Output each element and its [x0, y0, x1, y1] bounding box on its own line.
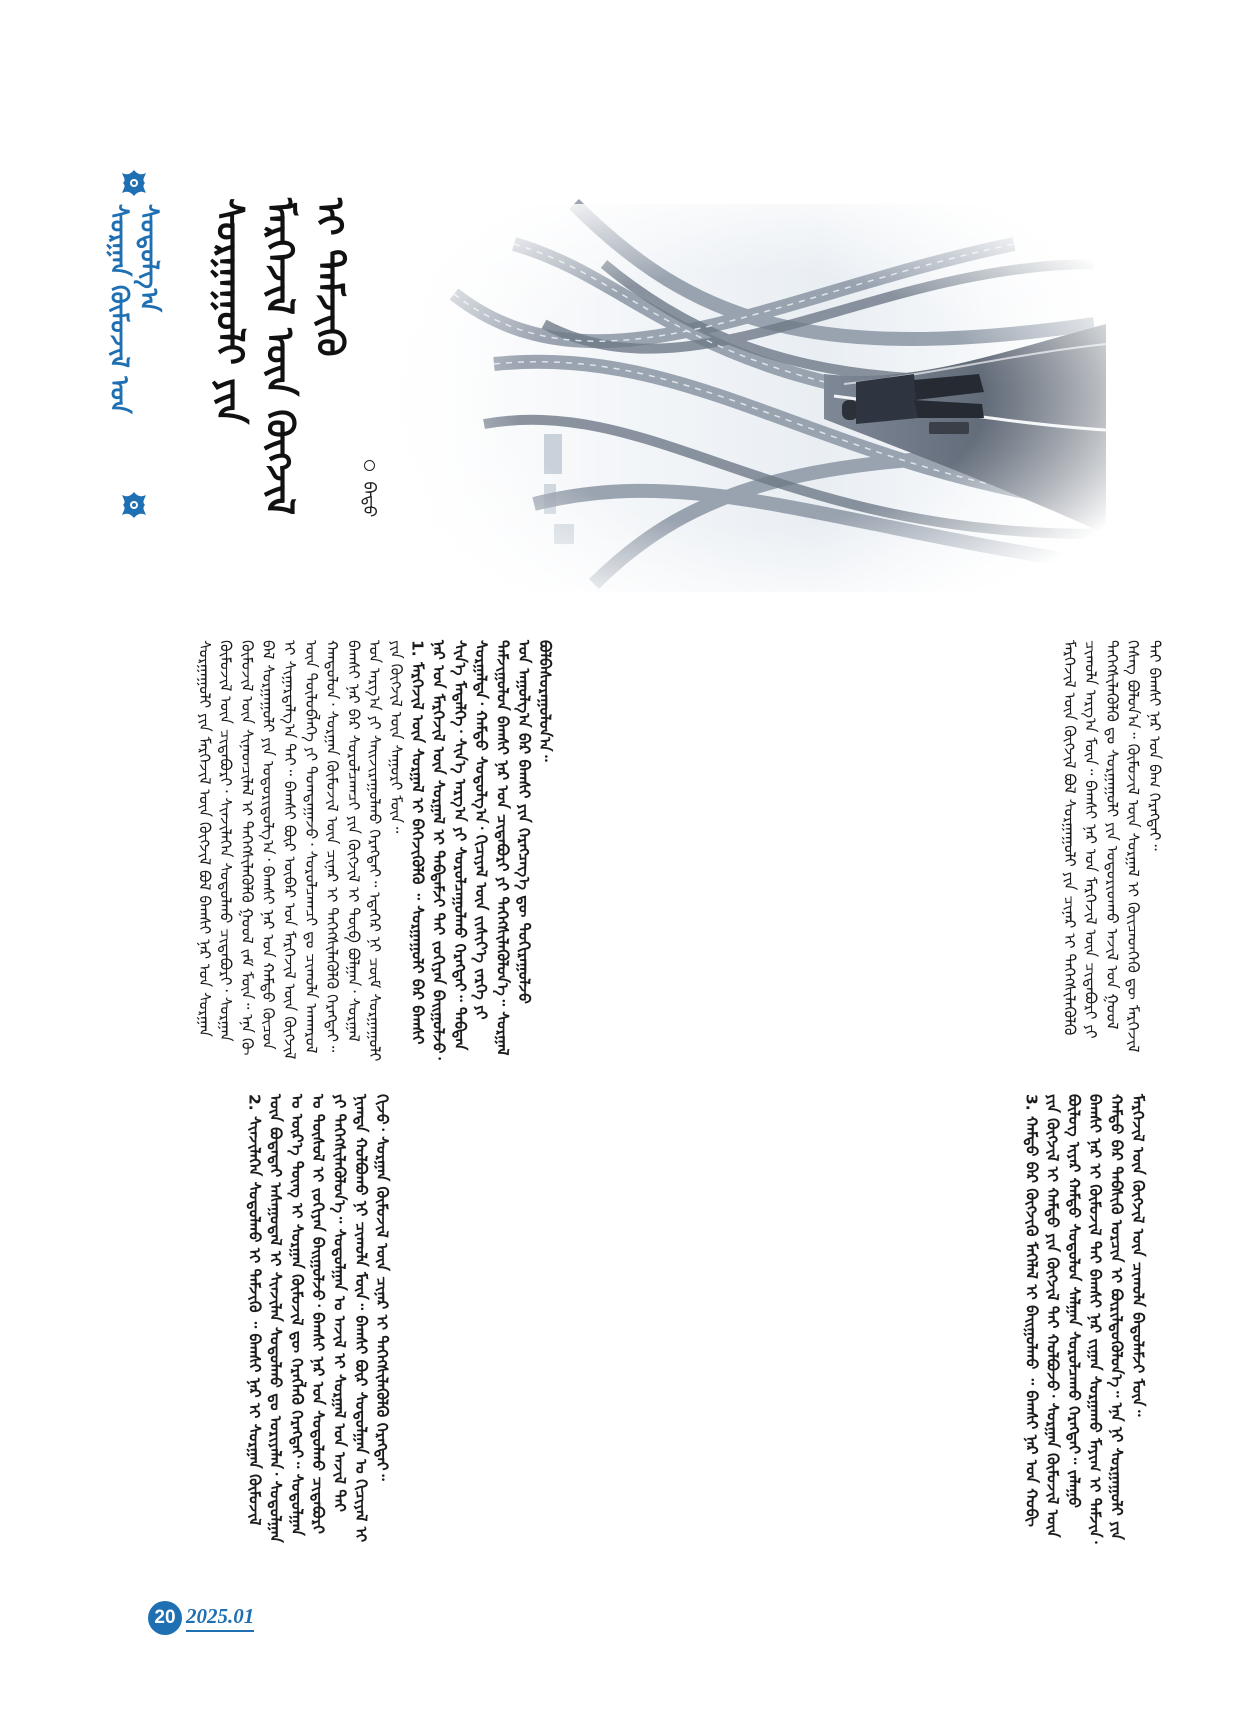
- article-title: ᠰᠤᠷᠭᠠᠭᠤᠯᠢ ᠶᠢᠨ ᠮᠡᠷᠭᠡᠵᠢᠯ ᠦᠨ ᠬᠦᠭᠵᠢᠯ ᠢ ᠳᠡᠮᠵᠢᠬᠦ: [208, 198, 352, 516]
- author-name: ᠪᠠᠲᠤ: [359, 481, 379, 518]
- section-heading-2: 2. ᠰᠢᠨᠵᠢᠯᠡᠭᠡᠨ ᠰᠤᠳᠤᠯᠬᠤ ᠢ ᠳᠡᠮᠵᠢᠬᠦ ᠃ ᠪᠠᠭᠰᠢ ᠨᠠᠷ ᠢ ᠰᠤᠷᠭᠠᠨ ᠬᠦᠮᠦᠵᠢᠯ ᠦᠨ ᠪᠣᠳᠠᠳᠠᠢ ᠠᠰᠠᠭᠤᠳᠠᠯ ᠢ ᠰᠢᠨᠵᠢᠯᠡᠨ ᠰᠤᠳᠤᠯᠬᠤ ᠳᠤ ᠤᠷᠢᠶᠠᠯᠠᠨ᠂ ᠰᠤᠳᠤᠯᠭᠠᠨ ᠤ ᠦᠷ᠎ᠡ ᠳᠦᠩ ᠢ ᠰᠤᠷᠭᠠᠨ ᠬᠦᠮᠦᠵᠢᠯ ᠳᠦ ᠬᠡᠷᠡᠭᠯᠡᠬᠦ ᠬᠡᠷᠡᠭᠲᠡᠢ᠃ ᠰᠤᠳᠤᠯᠭᠠᠨ ᠤ ᠲᠥᠰᠦᠯ ᠢ ᠵᠣᠬᠢᠶᠠᠨ ᠪᠠᠢᠭᠤᠯᠵᠤ᠂ ᠪᠠᠭᠰᠢ ᠨᠠᠷ ᠤᠨ ᠰᠤᠳᠤᠯᠬᠤ ᠴᠢᠳᠠᠪᠤᠷᠢ ᠶᠢ ᠳᠡᠭᠡᠭᠰᠢᠯᠡᠭᠦᠯᠦᠨ᠎ᠡ᠃ ᠰᠤᠳᠤᠯᠭᠠᠨ ᠤ ᠠᠵᠢᠯ ᠢ ᠰᠤᠷᠭᠠᠯ ᠤᠨ ᠠᠵᠢᠯ ᠲᠠᠢ ᠨᠢᠭᠲᠠ ᠬᠣᠯᠪᠣᠬᠤ ᠨᠢ ᠴᠢᠬᠤᠯᠠ ᠮᠥᠨ᠃ ᠪᠠᠭᠰᠢ ᠪᠦᠷ ᠰᠤᠳᠤᠯᠭᠠᠨ ᠤ ᠬᠢᠴᠢᠶᠡᠯ ᠢ ᠬᠢᠵᠦ᠂ ᠰᠤᠷᠭᠠᠨ ᠬᠦᠮᠦᠵᠢᠯ ᠦᠨ ᠴᠢᠨᠠᠷ ᠢ ᠳᠡᠭᠡᠭᠰᠢᠯᠡᠭᠦᠯᠬᠦ ᠬᠡᠷᠡᠭᠲᠡᠢ᠃: [245, 1094, 392, 1543]
- section-title: ᠰᠤᠷᠭᠠᠨ ᠬᠦᠮᠦᠵᠢᠯ ᠤᠨ ᠰᠤᠳᠤᠯᠭ᠎ᠠ: [105, 204, 164, 414]
- section-header: [105, 168, 164, 520]
- ornament-bottom-icon: [119, 490, 149, 520]
- issue-label: 2025.01: [186, 1604, 254, 1632]
- paragraph: ᠮᠡᠷᠭᠡᠵᠢᠯ ᠦᠨ ᠬᠦᠭᠵᠢᠯ ᠪᠣᠯ ᠰᠤᠷᠭᠠᠭᠤᠯᠢ ᠶᠢᠨ ᠴᠢᠨᠠᠷ ᠢ ᠳᠡᠭᠡᠭᠰᠢᠯᠡᠭᠦᠯᠬᠦ ᠴᠢᠬᠤᠯᠠ ᠠᠷᠭ᠎ᠠ ᠮᠥᠨ᠃ ᠪᠠᠭᠰᠢ ᠨᠠᠷ ᠤᠨ ᠮᠡᠷᠭᠡᠵᠢᠯ ᠦᠨ ᠴᠢᠳᠠᠪᠤᠷᠢ ᠶᠢ ᠳᠡᠭᠡᠭᠰᠢᠯᠡᠭᠦᠯᠬᠦ ᠳᠤ ᠰᠤᠷᠭᠠᠭᠤᠯᠢ ᠶᠢᠨ ᠤᠳᠤᠷᠢᠳᠬᠤ ᠠᠵᠢᠯ ᠤᠨ ᠭᠣᠣᠯ ᠬᠡᠰᠡᠭ ᠪᠣᠯᠤᠨ᠎ᠠ᠃ ᠬᠦᠮᠦᠵᠢᠯ ᠦᠨ ᠰᠤᠷᠭᠠᠯ ᠢ ᠭᠦᠢᠴᠡᠳᠬᠡᠬᠦ ᠳᠦ ᠮᠡᠷᠭᠡᠵᠢᠯ ᠲᠡᠢ ᠪᠠᠭᠰᠢ ᠨᠠᠷ ᠤᠨ ᠪᠠᠭ ᠬᠡᠷᠡᠭᠲᠡᠢ᠃: [1060, 640, 1164, 1053]
- section-heading-1: 1. ᠮᠡᠷᠭᠡᠵᠢᠯ ᠦᠨ ᠰᠤᠷᠭᠠᠯ ᠢ ᠪᠡᠬᠡᠵᠢᠭᠦᠯᠬᠦ ᠃ ᠰᠤᠷᠭᠠᠭᠤᠯᠢ ᠪᠡᠷ ᠪᠠᠭᠰᠢ ᠨᠠᠷ ᠤᠨ ᠮᠡᠷᠭᠡᠵᠢᠯ ᠦᠨ ᠰᠤᠷᠭᠠᠯ ᠢ ᠳᠠᠪᠲᠠᠮᠵᠢ ᠲᠠᠢ ᠵᠣᠬᠢᠶᠠᠨ ᠪᠠᠢᠭᠤᠯᠵᠤ᠂ ᠰᠢᠨ᠎ᠡ ᠮᠡᠳᠡᠯᠭᠡ᠂ ᠰᠢᠨ᠎ᠡ ᠠᠷᠭ᠎ᠠ ᠶᠢ ᠰᠤᠷᠤᠯᠴᠠᠭᠤᠯᠬᠤ ᠬᠡᠷᠡᠭᠲᠡᠢ᠃ ᠳᠠᠪᠲᠠᠨ ᠰᠤᠷᠭᠠᠯᠲᠠ᠂ ᠬᠠᠮᠲᠤ ᠰᠤᠳᠤᠯᠭ᠎ᠠ᠂ ᠬᠢᠴᠢᠶᠡᠯ ᠦᠨ ᠵᠢᠱᠢᠶ᠎ᠡ ᠵᠡᠷᠭᠡ ᠶᠢ ᠳᠠᠮᠵᠢᠭᠤᠯᠤᠨ ᠪᠠᠭᠰᠢ ᠨᠠᠷ ᠤᠨ ᠴᠢᠳᠠᠪᠤᠷᠢ ᠶᠢ ᠳᠡᠭᠡᠭᠰᠢᠯᠡᠭᠦᠯᠦᠨ᠎ᠡ᠃ ᠰᠤᠷᠭᠠᠯ ᠤᠨ ᠠᠭᠤᠯᠭ᠎ᠠ ᠪᠡᠷ ᠪᠠᠭᠰᠢ ᠶᠢᠨ ᠬᠡᠷᠡᠭᠴᠡᠭ᠎ᠡ ᠳᠦ ᠲᠣᠬᠢᠷᠠᠭᠤᠯᠵᠤ ᠪᠣᠯᠪᠠᠰᠤᠷᠠᠭᠤᠯᠤᠨ᠎ᠠ᠃: [408, 640, 555, 1060]
- ornament-top-icon: [119, 168, 149, 198]
- body-column-d: [243, 1094, 1013, 1549]
- author-marker-icon: [364, 460, 375, 471]
- body-column-a: [1058, 640, 1164, 1068]
- hero-image: [394, 204, 1106, 592]
- page-number: 20: [148, 1601, 182, 1635]
- page-footer: [148, 1601, 254, 1635]
- body-column-c: [1020, 1094, 1147, 1549]
- body-column-b: [193, 640, 1051, 1068]
- author-line: [358, 460, 380, 530]
- section-heading-3: 3. ᠬᠠᠮᠲᠤ ᠪᠡᠷ ᠬᠦᠭᠵᠢᠬᠦ ᠮᠡᠭᠡᠯᠡᠯ ᠢ ᠪᠠᠢᠭᠤᠯᠬᠤ ᠃ ᠪᠠᠭᠰᠢ ᠨᠠᠷ ᠤᠨ ᠬᠤᠪᠢ ᠶᠢᠨ ᠬᠦᠭᠵᠢᠯ ᠢ ᠬᠠᠮᠲᠤ ᠶᠢᠨ ᠬᠦᠭᠵᠢᠯ ᠲᠡᠢ ᠬᠣᠯᠪᠣᠵᠤ᠂ ᠰᠤᠷᠭᠠᠨ ᠬᠦᠮᠦᠵᠢᠯ ᠦᠨ ᠪᠦᠯᠦᠭ ᠢᠶᠡᠷ ᠬᠠᠮᠲᠤ ᠰᠤᠳᠤᠯᠤᠨ ᠰᠠᠯᠭᠠᠨ ᠰᠤᠷᠤᠯᠴᠠᠬᠤ ᠬᠡᠷᠡᠭᠲᠡᠢ᠃ ᠵᠠᠯᠠᠭᠤ ᠪᠠᠭᠰᠢ ᠨᠠᠷ ᠢ ᠬᠦᠮᠦᠵᠢᠯ ᠲᠡᠢ ᠪᠠᠭᠰᠢ ᠨᠠᠷ ᠵᠢᠭᠠᠨ ᠰᠤᠷᠭᠠᠬᠤ ᠮᠠᠶᠢᠭ ᠢ ᠳᠡᠮᠵᠢᠨ᠂ ᠬᠠᠮᠲᠤ ᠪᠡᠷ ᠳᠡᠪᠰᠢᠬᠦ ᠣᠷᠴᠢᠨ ᠢ ᠪᠦᠷᠢᠯᠳᠦᠭᠦᠯᠦᠨ᠎ᠡ᠃ ᠡᠨᠡ ᠨᠢ ᠰᠤᠷᠭᠠᠭᠤᠯᠢ ᠶᠢᠨ ᠮᠡᠷᠭᠡᠵᠢᠯ ᠦᠨ ᠬᠦᠭᠵᠢᠯ ᠦᠨ ᠴᠢᠬᠤᠯᠠ ᠪᠠᠲᠤᠯᠠᠮᠵᠢ ᠮᠥᠨ᠃: [1022, 1094, 1147, 1544]
- paragraph: ᠰᠤᠷᠭᠠᠭᠤᠯᠢ ᠶᠢᠨ ᠮᠡᠷᠭᠡᠵᠢᠯ ᠦᠨ ᠬᠦᠭᠵᠢᠯ ᠪᠣᠯ ᠪᠠᠭᠰᠢ ᠨᠠᠷ ᠤᠨ ᠰᠤᠷᠭᠠᠨ ᠬᠦᠮᠦᠵᠢᠯ ᠦᠨ ᠴᠢᠳᠠᠪᠤᠷᠢ᠂ ᠰᠢᠨᠵᠢᠯᠡᠭᠡᠨ ᠰᠤᠳᠤᠯᠬᠤ ᠴᠢᠳᠠᠪᠤᠷᠢ᠂ ᠰᠤᠷᠭᠠᠨ ᠬᠦᠮᠦᠵᠢᠯ ᠦᠨ ᠰᠢᠨᠡᠳᠴᠢᠯᠡᠯ ᠢ ᠳᠡᠭᠡᠭᠰᠢᠯᠡᠭᠦᠯᠬᠦ ᠭᠣᠣᠯ ᠵᠠᠮ ᠮᠥᠨ᠃ ᠡᠨᠡ ᠬᠦ ᠪᠡᠯ ᠰᠤᠷᠭᠠᠭᠤᠯᠢ ᠶᠢᠨ ᠤᠳᠤᠷᠢᠳᠤᠯᠭ᠎ᠠ᠂ ᠪᠠᠭᠰᠢ ᠨᠠᠷ ᠤᠨ ᠬᠠᠮᠲᠤ ᠬᠦᠴᠦᠨ ᠢ ᠰᠢᠭᠠᠷᠳᠠᠯᠭ᠎ᠠ ᠲᠠᠢ᠃ ᠪᠠᠭᠰᠢ ᠪᠦᠷ ᠦᠪᠡᠷ ᠤᠨ ᠮᠡᠷᠭᠡᠵᠢᠯ ᠦᠨ ᠬᠦᠭᠵᠢᠯ ᠦᠨ ᠲᠥᠯᠦᠪᠯᠡᠭᠡ ᠶᠢ ᠲᠣᠭᠳᠠᠭᠠᠵᠤ᠂ ᠰᠤᠷᠤᠯᠴᠠᠭᠴᠢ ᠳᠤ ᠴᠢᠬᠤᠯᠠ ᠠᠨᠬᠠᠷᠤᠯ ᠬᠠᠨᠳᠤᠯᠤᠨ᠂ ᠰᠤᠷᠭᠠᠨ ᠬᠦᠮᠦᠵᠢᠯ ᠦᠨ ᠴᠢᠨᠠᠷ ᠢ ᠳᠡᠭᠡᠭᠰᠢᠯᠡᠭᠦᠯᠬᠦ ᠬᠡᠷᠡᠭᠲᠡᠢ᠃ ᠪᠠᠭᠰᠢ ᠨᠠᠷ ᠪᠡᠷ ᠰᠤᠷᠤᠯᠴᠠᠭᠴᠢ ᠶᠢᠨ ᠬᠦᠭᠵᠢᠯ ᠢ ᠲᠥᠪ ᠪᠣᠯᠭᠠᠨ᠂ ᠰᠤᠷᠭᠠᠯ ᠤᠨ ᠠᠷᠭ᠎ᠠ ᠶᠢ ᠰᠠᠢᠵᠢᠷᠠᠭᠤᠯᠬᠤ ᠬᠡᠷᠡᠭᠲᠡᠢ᠃ ᠡᠳᠡᠭᠡᠷ ᠨᠢ ᠴᠥᠮ ᠰᠤᠷᠭᠠᠭᠤᠯᠢ ᠶᠢᠨ ᠬᠦᠭᠵᠢᠯ ᠦᠨ ᠰᠠᠭᠤᠷᠢ ᠮᠥᠨ᠃: [195, 640, 405, 1062]
